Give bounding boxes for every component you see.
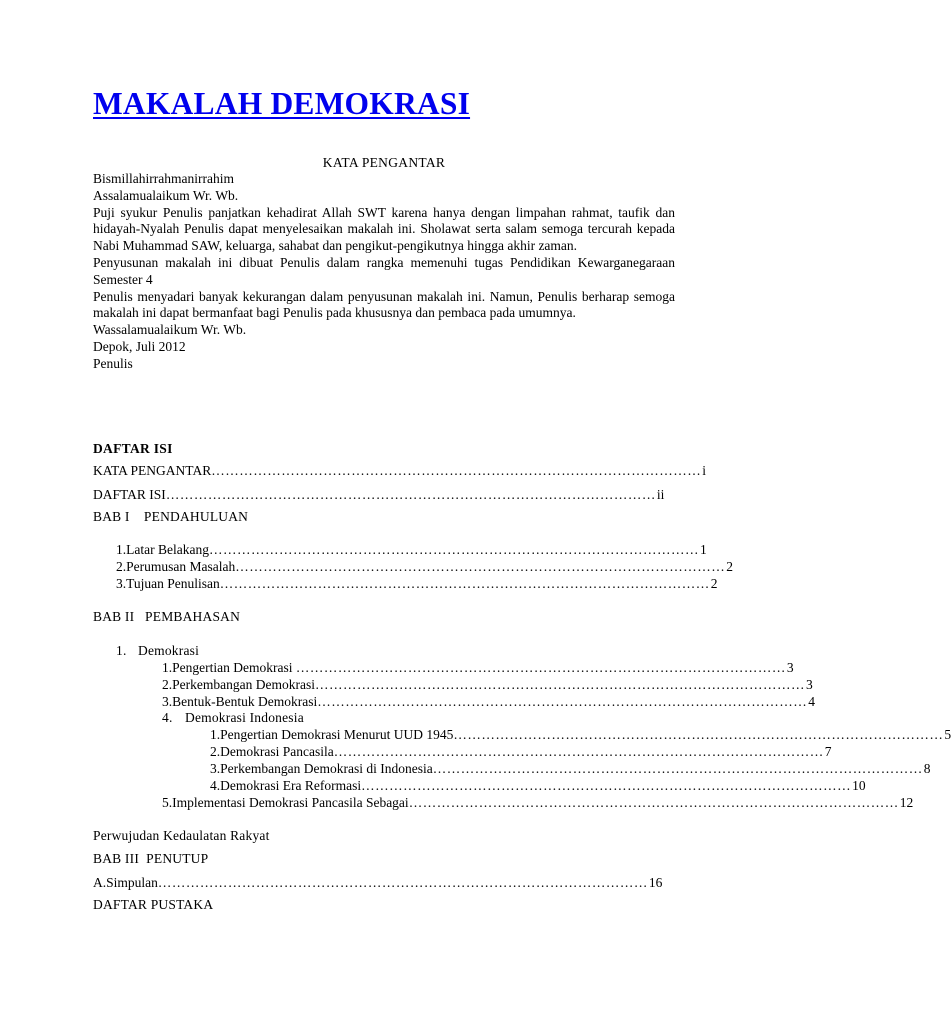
- toc-leader-dots: ……………………………………………………………………………………………: [361, 778, 852, 793]
- toc-leader-dots: ……………………………………………………………………………………………: [165, 487, 656, 502]
- toc-heading: DAFTAR ISI: [93, 441, 173, 456]
- toc-leader-dots: ……………………………………………………………………………………………: [295, 660, 786, 675]
- toc-entry-label: Perumusan Masalah: [126, 559, 236, 574]
- toc-entry-page: 3: [786, 660, 794, 675]
- toc-entry-page: 10: [852, 778, 866, 793]
- toc-leader-dots: ……………………………………………………………………………………………: [235, 559, 726, 574]
- toc-chapter: BAB III PENUTUP: [93, 851, 209, 866]
- toc-entry-label: Demokrasi Indonesia: [185, 710, 304, 725]
- toc-entry-number: 1.: [162, 660, 173, 675]
- toc-entry: [210, 778, 866, 794]
- toc-entry-page: 12: [899, 795, 914, 810]
- toc-leader-dots: ……………………………………………………………………………………………: [314, 677, 805, 692]
- toc-entry-page: 4: [808, 694, 815, 709]
- toc-entry: Perwujudan Kedaulatan Rakyat: [93, 828, 270, 843]
- toc-entry: [162, 677, 813, 693]
- toc-entry: [116, 643, 199, 659]
- toc-entry-label: Demokrasi Pancasila: [220, 744, 334, 759]
- toc-leader-dots: ……………………………………………………………………………………………: [408, 795, 899, 810]
- toc-entry-number: 2.: [162, 677, 173, 692]
- preface-paragraph: Depok, Juli 2012: [93, 338, 186, 354]
- toc-entry: [162, 694, 815, 710]
- toc-entry-page: 2: [710, 576, 718, 591]
- toc-entry-number: 1.: [210, 727, 221, 742]
- toc-entry: [116, 576, 718, 592]
- preface-paragraph: Penulis: [93, 355, 133, 371]
- toc-entry-number: 1.: [116, 643, 127, 658]
- toc-entry-number: 3.: [162, 694, 173, 709]
- preface-paragraph: Assalamualaikum Wr. Wb.: [93, 187, 239, 203]
- toc-entry-number: A.: [93, 875, 107, 890]
- toc-entry-page: ii: [656, 487, 665, 502]
- toc-entry-page: 3: [805, 677, 813, 692]
- toc-entry-page: 5: [944, 727, 951, 742]
- toc-entry-page: 2: [726, 559, 733, 574]
- preface-paragraph: Penyusunan makalah ini dibuat Penulis dalam rangka memenuhi tugas Pendidikan Kewarganegaraan Semester 4: [93, 254, 675, 287]
- toc-entry-label: Simpulan: [106, 875, 158, 890]
- toc-entry-label: Bentuk-Bentuk Demokrasi: [172, 694, 318, 709]
- toc-entry: [116, 542, 707, 558]
- toc-entry: [210, 727, 951, 743]
- toc-leader-dots: ……………………………………………………………………………………………: [317, 694, 808, 709]
- document-title-link[interactable]: MAKALAH DEMOKRASI: [93, 86, 471, 121]
- toc-entry-number: 3.: [210, 761, 221, 776]
- toc-entry-page: 7: [824, 744, 832, 759]
- toc-entry-label: Perkembangan Demokrasi: [172, 677, 315, 692]
- toc-leader-dots: ……………………………………………………………………………………………: [157, 875, 648, 890]
- toc-entry-label: Pengertian Demokrasi: [172, 660, 296, 675]
- toc-entry-label: Demokrasi: [138, 643, 200, 658]
- toc-entry-label: Tujuan Penulisan: [126, 576, 220, 591]
- toc-entry-label: Pengertian Demokrasi Menurut UUD 1945: [220, 727, 454, 742]
- toc-entry-number: 2.: [210, 744, 221, 759]
- toc-chapter: DAFTAR PUSTAKA: [93, 897, 214, 912]
- toc-entry: [162, 710, 304, 726]
- toc-entry: [162, 660, 794, 676]
- toc-entry-number: 4.: [210, 778, 221, 793]
- toc-entry-page: 16: [648, 875, 663, 890]
- toc-entry-number: 3.: [116, 576, 127, 591]
- toc-entry: [93, 463, 706, 479]
- toc-entry-label: Perkembangan Demokrasi di Indonesia: [220, 761, 433, 776]
- toc-leader-dots: ……………………………………………………………………………………………: [211, 463, 702, 478]
- toc-entry: [210, 744, 832, 760]
- toc-leader-dots: ……………………………………………………………………………………………: [219, 576, 710, 591]
- toc-entry: [93, 875, 663, 891]
- toc-entry-label: Implementasi Demokrasi Pancasila Sebagai: [172, 795, 409, 810]
- preface-body: [93, 171, 675, 373]
- toc-entry-label: Latar Belakang: [126, 542, 209, 557]
- toc-entry-number: 2.: [116, 559, 127, 574]
- toc-entry-label: Demokrasi Era Reformasi: [220, 778, 362, 793]
- toc-entry: [162, 795, 914, 811]
- toc-leader-dots: ……………………………………………………………………………………………: [333, 744, 824, 759]
- toc-leader-dots: ……………………………………………………………………………………………: [208, 542, 699, 557]
- toc-leader-dots: ……………………………………………………………………………………………: [453, 727, 944, 742]
- toc-entry-number: 5.: [162, 795, 173, 810]
- toc-entry: [93, 487, 665, 503]
- toc-entry-page: 1: [699, 542, 707, 557]
- toc-chapter: BAB II PEMBAHASAN: [93, 609, 241, 624]
- toc-leader-dots: ……………………………………………………………………………………………: [432, 761, 923, 776]
- preface-heading: KATA PENGANTAR: [322, 155, 446, 170]
- toc-entry-page: i: [702, 463, 706, 478]
- toc-chapter: BAB I PENDAHULUAN: [93, 509, 249, 524]
- preface-paragraph: Puji syukur Penulis panjatkan kehadirat Allah SWT karena hanya dengan limpahan rahmat, taufik dan hidayah-Nyalah Penulis dapat menyelesaikan makalah ini. Sholawat serta salam semoga tercurah kepada Nabi Muhammad SAW, keluarga, sahabat dan pengikut-pengikutnya hingga akhir zaman.: [93, 204, 675, 254]
- preface-paragraph: Wassalamualaikum Wr. Wb.: [93, 322, 247, 338]
- toc-entry: [210, 761, 931, 777]
- toc-entry-number: 4.: [162, 710, 173, 725]
- preface-paragraph: Penulis menyadari banyak kekurangan dalam penyusunan makalah ini. Namun, Penulis berharap semoga makalah ini dapat bermanfaat bagi Penulis pada khususnya dan pembaca pada umumnya.: [93, 288, 675, 321]
- toc-entry-label: DAFTAR ISI: [93, 487, 166, 502]
- toc-entry-number: 1.: [116, 542, 127, 557]
- toc-entry-page: 8: [923, 761, 931, 776]
- preface-paragraph: Bismillahirrahmanirrahim: [93, 171, 234, 186]
- toc-entry-label: KATA PENGANTAR: [93, 463, 212, 478]
- toc-entry: [116, 559, 733, 575]
